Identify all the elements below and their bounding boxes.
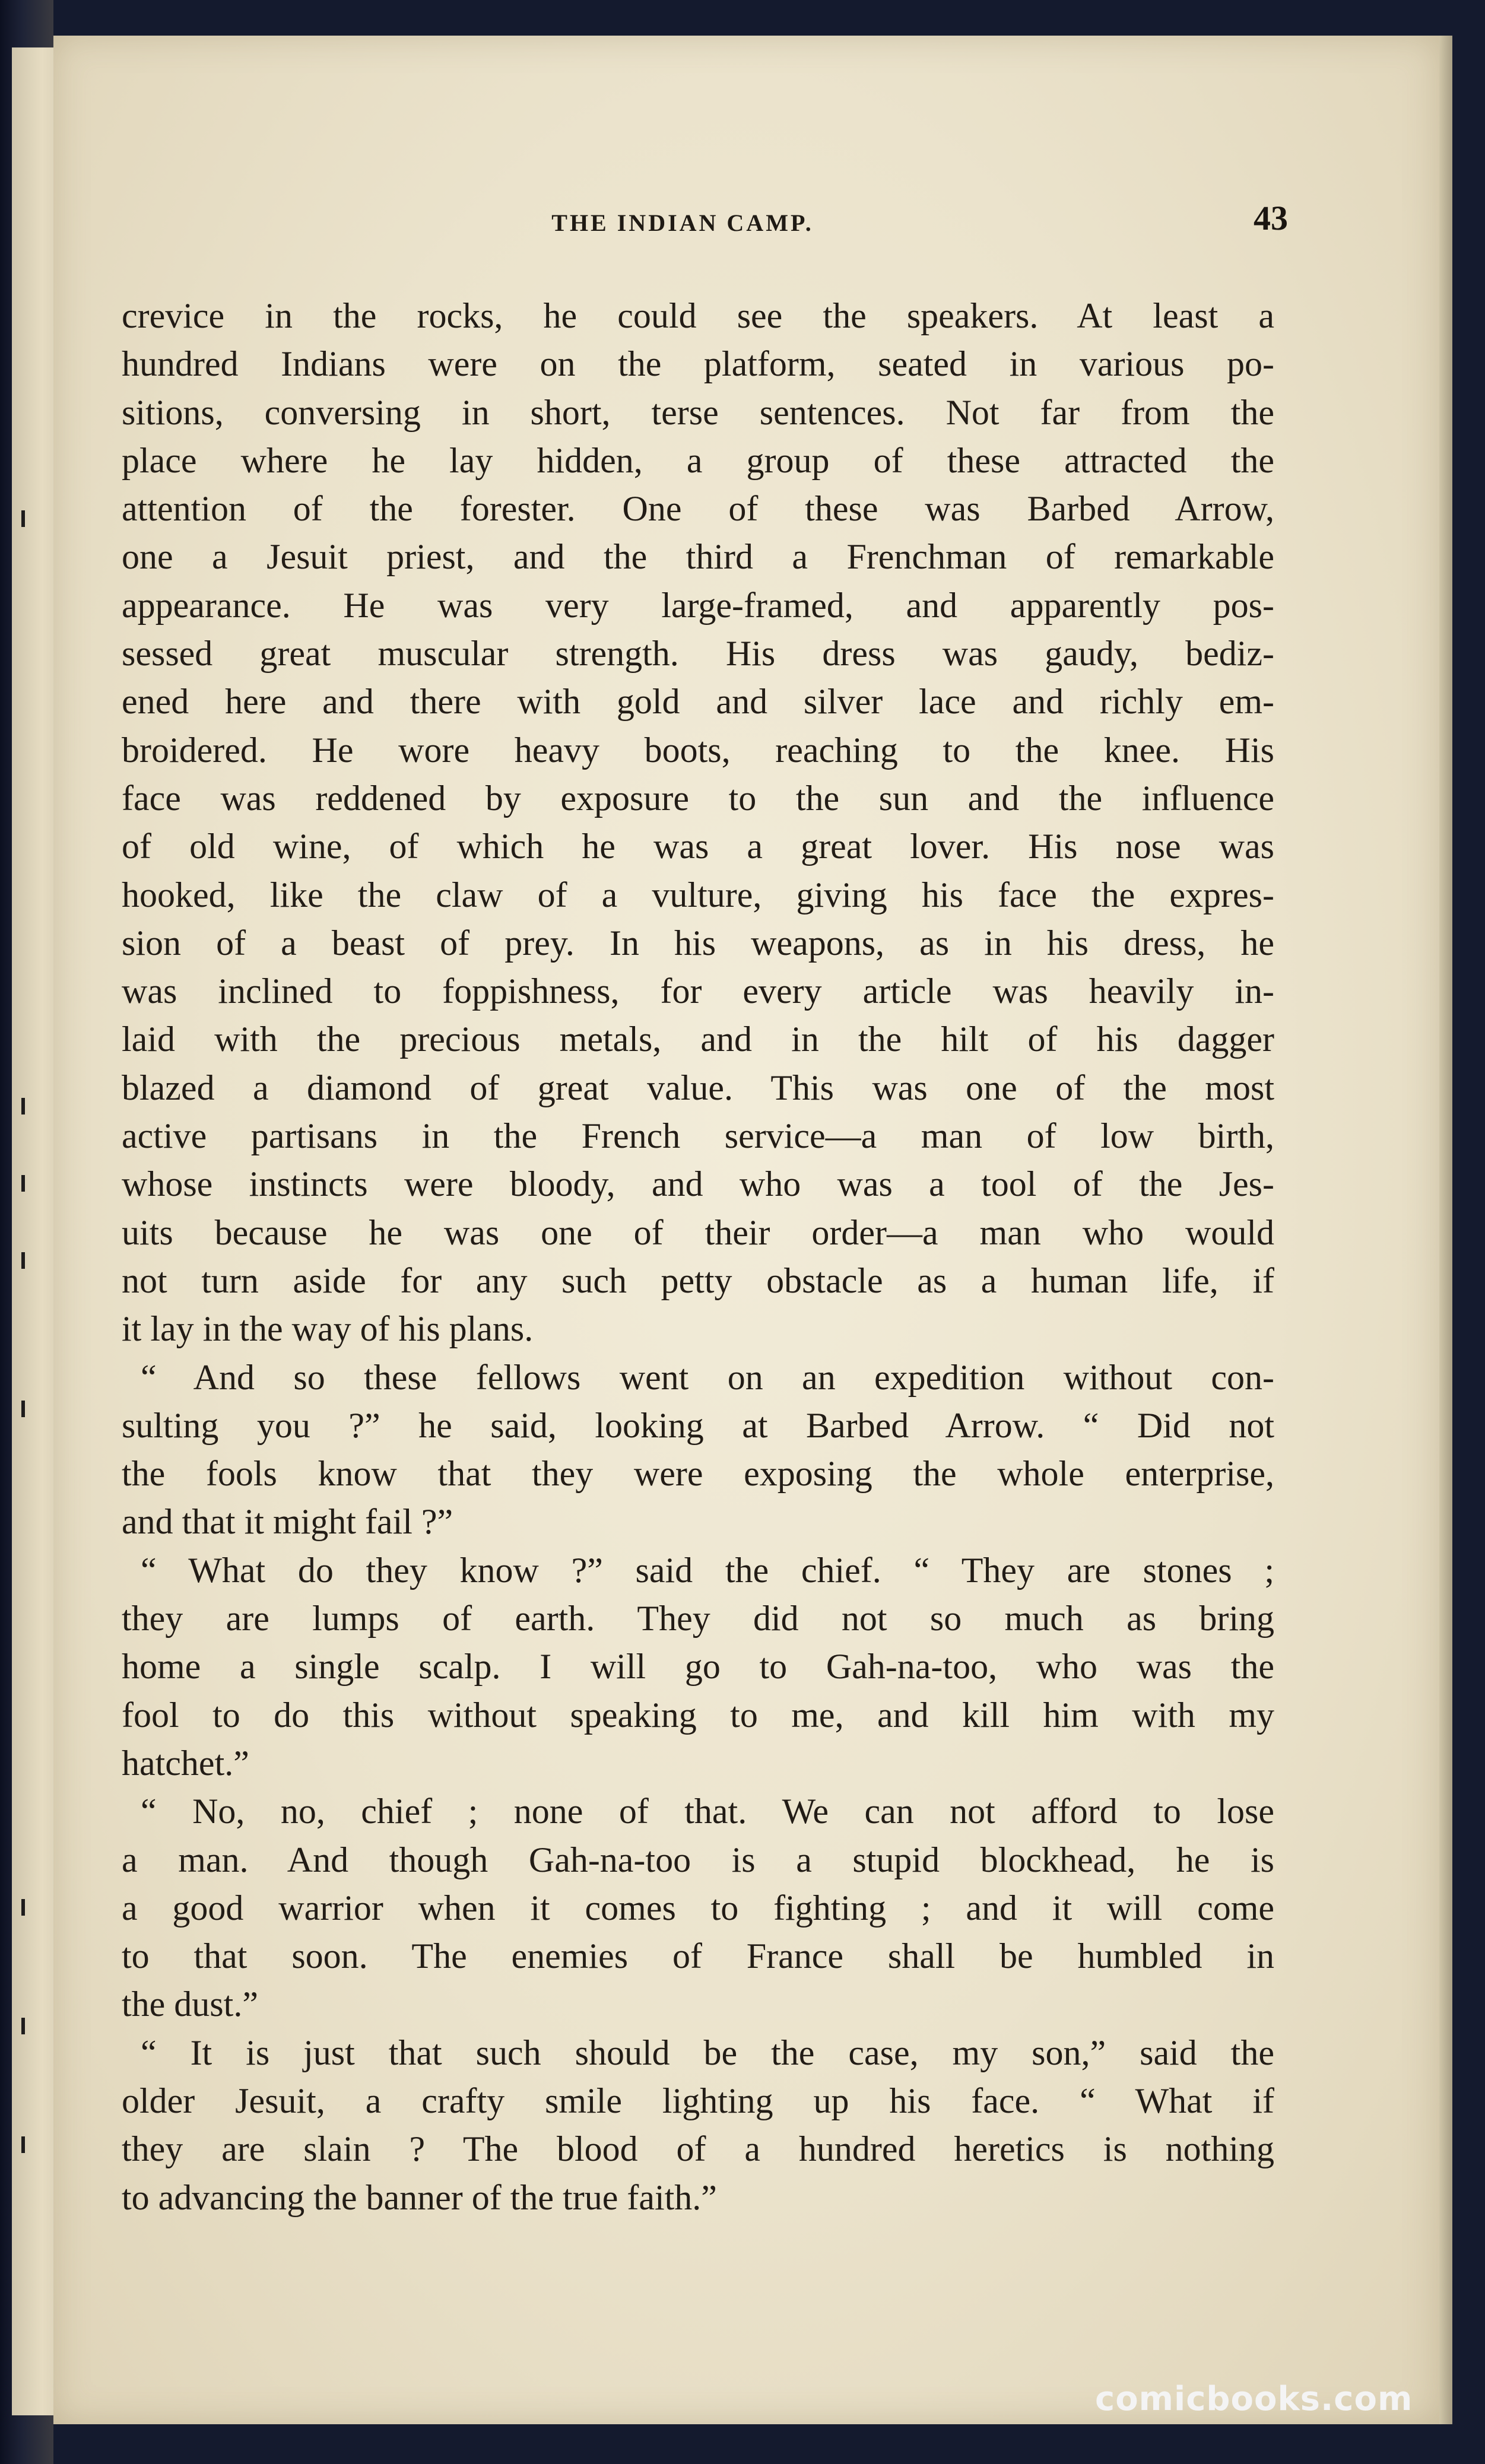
text-line: to advancing the banner of the true faith.” [122,2177,717,2217]
text-line: it lay in the way of his plans. [122,1309,534,1349]
text-line: attention of the forester. One of these was Barbed Arrow, [122,489,1274,529]
watermark: comicbooks.com [1095,2380,1413,2418]
text-line: they are slain ? The blood of a hundred heretics is nothing [122,2129,1274,2169]
page-number: 43 [1254,199,1288,237]
text-line: to that soon. The enemies of France shall be humbled in [122,1936,1274,1976]
text-line: blazed a diamond of great value. This was one of the most [122,1068,1274,1107]
text-line: “ No, no, chief ; none of that. We can not afford to lose [141,1792,1274,1831]
text-line: broidered. He wore heavy boots, reaching to the knee. His [122,730,1274,770]
text-line: face was reddened by exposure to the sun and the influence [122,778,1274,818]
text-line: fool to do this without speaking to me, and kill him with my [122,1695,1274,1735]
text-line: whose instincts were bloody, and who was a tool of the Jes- [122,1164,1274,1204]
text-line: not turn aside for any such petty obstacle as a human life, if [122,1260,1274,1300]
text-line: the fools know that they were exposing the whole enterprise, [122,1454,1274,1494]
text-line: “ And so these fellows went on an expedition without con- [141,1357,1274,1397]
text-line: hatchet.” [122,1743,249,1783]
right-page-edge [1439,36,1452,2424]
text-line: crevice in the rocks, he could see the speakers. At least a [122,296,1274,335]
text-line: the dust.” [122,1984,258,2024]
text-line: sessed great muscular strength. His dress was gaudy, bediz- [122,634,1274,674]
text-line: ened here and there with gold and silver lace and richly em- [122,682,1274,722]
text-line: “ What do they know ?” said the chief. “ They are stones ; [141,1550,1274,1590]
body-text [122,292,1274,2222]
text-line: active partisans in the French service—a man of low birth, [122,1116,1274,1156]
text-line: place where he lay hidden, a group of these attracted the [122,440,1274,480]
text-line: sulting you ?” he said, looking at Barbed Arrow. “ Did not [122,1405,1274,1445]
page-header [77,196,1288,249]
text-line: older Jesuit, a crafty smile lighting up his face. “ What if [122,2081,1274,2120]
text-line: they are lumps of earth. They did not so much as bring [122,1599,1274,1639]
text-line: hundred Indians were on the platform, seated in various po- [122,344,1274,384]
text-line: sion of a beast of prey. In his weapons, as in his dress, he [122,923,1274,963]
text-line: one a Jesuit priest, and the third a Frenchman of remarkable [122,537,1274,577]
text-line: and that it might fail ?” [122,1502,453,1542]
text-line: a man. And though Gah-na-too is a stupid blockhead, he is [122,1840,1274,1879]
text-line: “ It is just that such should be the case, my son,” said the [141,2033,1274,2072]
text-line: sitions, conversing in short, terse sentences. Not far from the [122,392,1274,432]
running-head: THE INDIAN CAMP. [551,209,814,236]
text-line: home a single scalp. I will go to Gah-na-too, who was the [122,1647,1274,1687]
text-line: hooked, like the claw of a vulture, giving his face the expres- [122,875,1274,915]
text-line: of old wine, of which he was a great lover. His nose was [122,827,1274,866]
text-line: a good warrior when it comes to fighting ; and it will come [122,1888,1274,1928]
text-line: laid with the precious metals, and in the hilt of his dagger [122,1020,1274,1059]
text-line: uits because he was one of their order—a man who would [122,1212,1274,1252]
text-line: appearance. He was very large-framed, and apparently pos- [122,585,1274,625]
text-line: was inclined to foppishness, for every article was heavily in- [122,971,1274,1011]
bleed-through-marks [18,475,30,2255]
